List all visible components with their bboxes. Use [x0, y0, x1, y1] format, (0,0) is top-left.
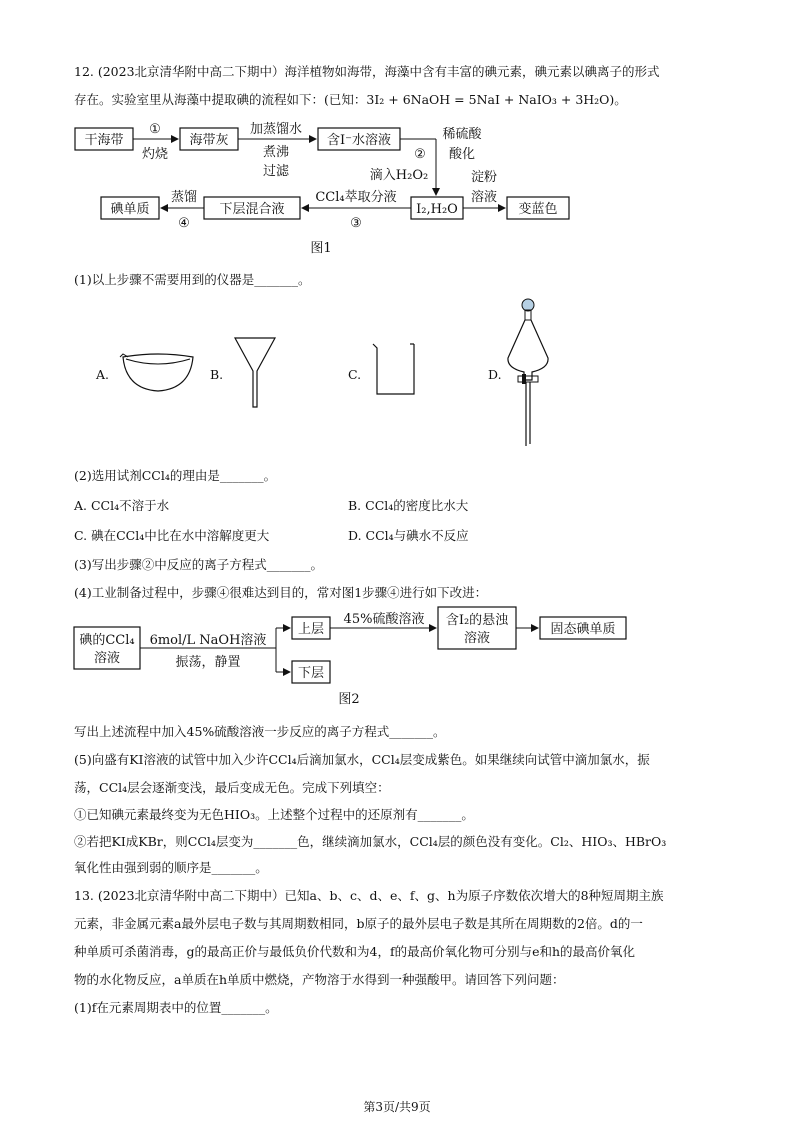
q12-sub2-option-d: D. CCl₄与碘水不反应	[348, 528, 469, 543]
option-b-label: B.	[210, 367, 224, 382]
q12-sub4: (4)工业制备过程中，步骤④很难达到目的，常对图1步骤④进行如下改进：	[74, 585, 488, 600]
label-step1: 灼烧	[141, 147, 169, 162]
label-step3-num: ③	[350, 216, 362, 231]
option-a-label: A.	[96, 367, 110, 382]
label-start2: 溶液	[93, 651, 121, 666]
label-lower: 下层	[297, 666, 325, 681]
q12-sub2: (2)选用试剂CCl₄的理由是_______。	[74, 468, 277, 483]
q13-line2: 元素，非金属元素a最外层电子数与其周期数相同，b原子的最外层电子数是其所在周期数的2倍。d的一	[74, 916, 643, 931]
label-op-starch1: 淀粉	[470, 170, 498, 185]
label-op-h2so4: 45%硫酸溶液	[343, 612, 425, 627]
label-op-a1: 加蒸馏水	[249, 122, 303, 137]
q12-sub5-line3: ①已知碘元素最终变为无色HIO₃。上述整个过程中的还原剂有_______。	[74, 807, 474, 822]
label-step2-num: ②	[414, 147, 426, 162]
label-op-h2o2: 滴入H₂O₂	[369, 168, 429, 183]
figure2-flowchart	[0, 600, 794, 710]
figure1-flowchart	[0, 0, 794, 270]
label-op-b2: 酸化	[448, 147, 476, 162]
q12-sub2-option-a: A. CCl₄不溶于水	[74, 498, 170, 513]
label-step4-num: ④	[178, 216, 190, 231]
option-c-label: C.	[348, 367, 362, 382]
q12-sub5-line4: ②若把KI成KBr，则CCl₄层变为_______色，继续滴加氯水，CCl₄层的颜色没有变化。Cl₂、HIO₃、HBrO₃	[74, 834, 667, 849]
label-iodide: 含I⁻水溶液	[327, 133, 391, 148]
label-solid: 固态碘单质	[550, 622, 616, 637]
label-op-a3: 过滤	[262, 164, 290, 179]
q12-sub2-option-b: B. CCl₄的密度比水大	[348, 498, 469, 513]
figure1-caption: 图1	[310, 241, 332, 256]
label-op-shake: 振荡，静置	[175, 655, 241, 670]
label-op-naoh: 6mol/L NaOH溶液	[149, 633, 267, 648]
q12-sub4-question: 写出上述流程中加入45%硫酸溶液一步反应的离子方程式_______。	[74, 724, 446, 739]
q12-sub1: (1)以上步骤不需要用到的仪器是_______。	[74, 272, 311, 287]
q12-header-line2: 存在。实验室里从海藻中提取碘的流程如下：(已知：3I₂ + 6NaOH = 5NaI + NaIO₃ + 3H₂O)。	[74, 92, 627, 107]
q13-line3: 种单质可杀菌消毒，g的最高正价与最低负价代数和为4，f的最高价氧化物可分别与e和h的最高价氧化	[74, 944, 636, 959]
label-op-a2: 煮沸	[262, 145, 290, 160]
label-blue: 变蓝色	[518, 202, 558, 217]
separatory-funnel-icon	[500, 296, 556, 450]
q12-sub5-line1: (5)向盛有KI溶液的试管中加入少许CCl₄后滴加氯水，CCl₄层变成紫色。如果继续向试管中滴加氯水，振	[74, 752, 650, 767]
label-i2-h2o: I₂,H₂O	[416, 202, 458, 217]
label-op-b1: 稀硫酸	[442, 127, 482, 142]
page-footer: 第3页/共9页	[363, 1100, 431, 1114]
label-op-starch2: 溶液	[470, 190, 498, 205]
label-iodine: 碘单质	[110, 202, 150, 217]
evaporating-dish-icon	[118, 345, 198, 395]
label-kelp-ash: 海带灰	[189, 133, 229, 148]
q12-header-line1: 12. (2023北京清华附中高二下期中）海洋植物如海带，海藻中含有丰富的碘元素，碘元素以碘离子的形式	[74, 64, 660, 79]
q12-sub5-line5: 氧化性由强到弱的顺序是_______。	[74, 860, 268, 875]
figure2-caption: 图2	[338, 692, 360, 707]
label-dry-kelp: 干海带	[84, 133, 124, 148]
q12-sub5-line2: 荡，CCl₄层会逐渐变浅，最后变成无色。完成下列填空：	[74, 780, 390, 795]
option-d-label: D.	[488, 367, 502, 382]
label-lower-mixture: 下层混合液	[219, 202, 285, 217]
q13-line4: 物的水化物反应，a单质在h单质中燃烧，产物溶于水得到一种强酸甲。请回答下列问题：	[74, 972, 565, 987]
q12-sub3: (3)写出步骤②中反应的离子方程式_______。	[74, 557, 323, 572]
label-upper: 上层	[297, 622, 325, 637]
beaker-icon	[370, 340, 418, 398]
label-op-ccl4: CCl₄萃取分液	[315, 190, 397, 205]
label-start1: 碘的CCl₄	[79, 633, 135, 648]
q12-sub2-option-c: C. 碘在CCl₄中比在水中溶解度更大	[74, 528, 270, 543]
label-susp1: 含I₂的悬浊	[445, 613, 509, 628]
q13-sub1: (1)f在元素周期表中的位置_______。	[74, 1000, 278, 1015]
funnel-icon	[232, 335, 278, 410]
label-op-distill: 蒸馏	[170, 190, 198, 205]
label-step1-num: ①	[149, 122, 161, 137]
label-susp2: 溶液	[463, 631, 491, 646]
q13-line1: 13. (2023北京清华附中高二下期中）已知a、b、c、d、e、f、g、h为原子序数依次增大的8种短周期主族	[74, 888, 664, 903]
